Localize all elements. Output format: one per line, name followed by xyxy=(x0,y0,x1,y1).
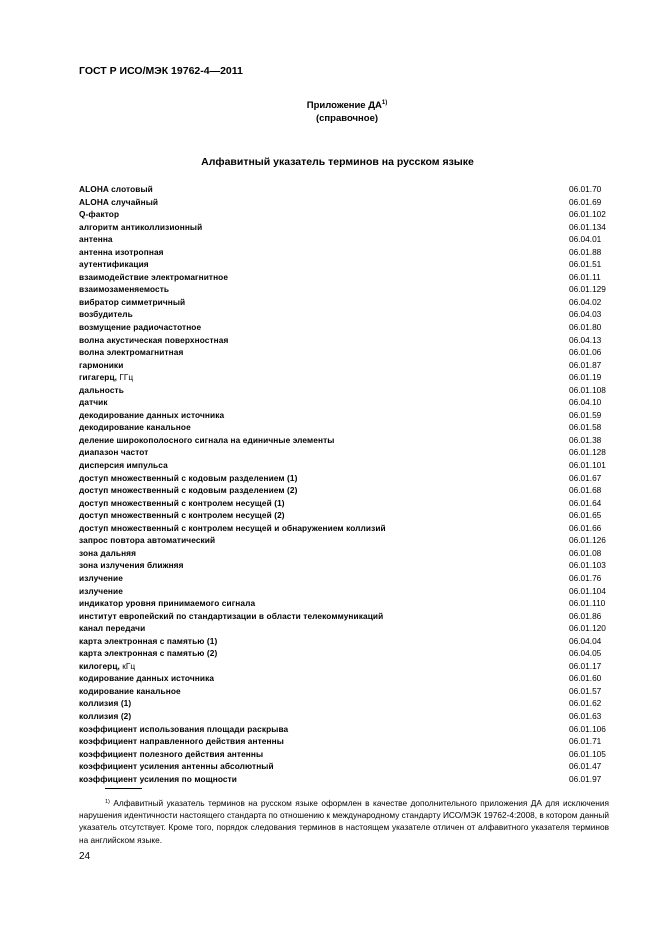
entry-code: 06.01.67 xyxy=(569,472,602,483)
index-entry xyxy=(79,572,609,585)
entry-code: 06.01.47 xyxy=(569,761,602,772)
entry-code: 06.04.04 xyxy=(569,635,602,646)
annex-title: Приложение ДА xyxy=(306,100,382,111)
index-entry xyxy=(79,697,609,710)
entry-code: 06.04.02 xyxy=(569,296,602,307)
entry-unit: ГГц xyxy=(119,372,134,383)
index-entry xyxy=(79,760,609,773)
index-entry xyxy=(79,321,609,334)
term-index-list xyxy=(79,183,609,785)
entry-term: институт европейский по стандартизации в области телекоммуникаций xyxy=(79,610,384,621)
index-entry xyxy=(79,258,609,271)
entry-code: 06.01.59 xyxy=(569,409,602,420)
entry-code: 06.01.86 xyxy=(569,610,602,621)
index-entry xyxy=(79,559,609,572)
entry-code: 06.01.70 xyxy=(569,184,602,194)
footnote-mark: 1) xyxy=(105,799,110,805)
index-entry xyxy=(79,283,609,296)
entry-code: 06.04.10 xyxy=(569,397,602,408)
entry-code: 06.01.104 xyxy=(569,585,606,596)
entry-code: 06.01.106 xyxy=(569,723,606,734)
index-entry xyxy=(79,635,609,648)
entry-term: декодирование данных источника xyxy=(79,409,225,420)
entry-term: датчик xyxy=(79,397,108,408)
entry-term: дисперсия импульса xyxy=(79,460,168,471)
entry-term: излучение xyxy=(79,572,123,583)
entry-code: 06.01.80 xyxy=(569,322,602,333)
entry-unit: кГц xyxy=(122,660,136,671)
entry-code: 06.01.62 xyxy=(569,698,602,709)
entry-term: коэффициент полезного действия антенны xyxy=(79,748,264,759)
index-entry xyxy=(79,710,609,723)
index-entry xyxy=(79,484,609,497)
index-entry xyxy=(79,660,609,673)
entry-code: 06.01.57 xyxy=(569,685,602,696)
entry-code: 06.01.87 xyxy=(569,359,602,370)
entry-term: зона дальняя xyxy=(79,547,137,558)
entry-term: доступ множественный с кодовым разделением (1) xyxy=(79,472,298,483)
entry-code: 06.01.101 xyxy=(569,460,606,471)
entry-term: излучение xyxy=(79,585,123,596)
index-entry xyxy=(79,233,609,246)
index-entry xyxy=(79,396,609,409)
index-entry xyxy=(79,597,609,610)
annex-subtitle: (справочное) xyxy=(315,113,379,124)
index-entry xyxy=(79,346,609,359)
entry-term: доступ множественный с контролем несущей (2) xyxy=(79,510,285,521)
entry-code: 06.01.60 xyxy=(569,673,602,684)
entry-term: кодирование канальное xyxy=(79,685,181,696)
index-entry xyxy=(79,446,609,459)
annex-footnote-mark: 1) xyxy=(381,100,388,106)
entry-term: доступ множественный с контролем несущей и обнаружением коллизий xyxy=(79,522,386,533)
page-number: 24 xyxy=(79,851,91,862)
entry-term: ALOHA слотовый xyxy=(79,184,153,194)
entry-code: 06.01.65 xyxy=(569,510,602,521)
index-entry xyxy=(79,622,609,635)
entry-term: деление широкополосного сигнала на единичные элементы xyxy=(79,434,335,445)
entry-term: зона излучения ближняя xyxy=(79,560,184,571)
index-entry xyxy=(79,723,609,736)
index-entry xyxy=(79,472,609,485)
index-entry xyxy=(79,183,609,196)
entry-term: гармоники xyxy=(79,359,124,370)
entry-code: 06.04.03 xyxy=(569,309,602,320)
entry-term: антенна xyxy=(79,234,113,245)
index-entry xyxy=(79,534,609,547)
entry-term: коэффициент усиления антенны абсолютный xyxy=(79,761,274,772)
index-entry xyxy=(79,735,609,748)
entry-term: алгоритм антиколлизионный xyxy=(79,221,203,232)
entry-code: 06.01.134 xyxy=(569,221,606,232)
footnote-text: Алфавитный указатель терминов на русском языке оформлен в качестве дополнительного приложения ДА для исключения нарушения идентичности настоящего стандарта по отношению к международному стандарту ИСО/МЭК 19762-4:2008, в котором данный указатель отсутствует. Кроме того, порядок следования терминов в настоящем указателе отличен от алфавитного указателя терминов на английском языке. xyxy=(79,798,610,845)
index-entry xyxy=(79,459,609,472)
entry-term: волна акустическая поверхностная xyxy=(79,334,229,345)
index-entry xyxy=(79,208,609,221)
index-entry xyxy=(79,296,609,309)
annex-heading xyxy=(0,97,661,125)
entry-code: 06.01.08 xyxy=(569,547,602,558)
entry-code: 06.01.105 xyxy=(569,748,606,759)
entry-term: коллизия (1) xyxy=(79,698,132,709)
entry-code: 06.04.01 xyxy=(569,234,602,245)
entry-code: 06.01.58 xyxy=(569,422,602,433)
entry-term: коэффициент усиления по мощности xyxy=(79,773,237,784)
entry-code: 06.01.51 xyxy=(569,259,602,270)
entry-term: антенна изотропная xyxy=(79,246,164,257)
entry-term: взаимозаменяемость xyxy=(79,284,170,295)
entry-term: гигагерц, xyxy=(79,372,118,383)
entry-term: карта электронная с памятью (1) xyxy=(79,635,218,646)
entry-code: 06.01.71 xyxy=(569,736,602,747)
entry-term: запрос повтора автоматический xyxy=(79,535,216,546)
entry-code: 06.01.126 xyxy=(569,535,606,546)
entry-term: волна электромагнитная xyxy=(79,347,184,358)
entry-code: 06.01.19 xyxy=(569,372,602,383)
index-entry xyxy=(79,585,609,598)
entry-term: возбудитель xyxy=(79,309,133,320)
index-entry xyxy=(79,685,609,698)
index-entry xyxy=(79,434,609,447)
entry-term: декодирование канальное xyxy=(79,422,191,433)
entry-term: доступ множественный с контролем несущей (1) xyxy=(79,497,285,508)
footnote xyxy=(79,796,609,846)
entry-term: индикатор уровня принимаемого сигнала xyxy=(79,598,256,609)
entry-term: килогерц, xyxy=(79,660,120,671)
entry-term: карта электронная с памятью (2) xyxy=(79,648,218,659)
entry-code: 06.01.63 xyxy=(569,710,602,721)
index-entry xyxy=(79,773,609,786)
index-entry xyxy=(79,522,609,535)
index-entry xyxy=(79,221,609,234)
entry-term: канал передачи xyxy=(79,623,146,634)
entry-code: 06.01.69 xyxy=(569,196,602,207)
index-entry xyxy=(79,748,609,761)
entry-code: 06.01.102 xyxy=(569,209,606,220)
entry-code: 06.01.88 xyxy=(569,246,602,257)
footnote-divider xyxy=(105,788,142,789)
entry-code: 06.01.103 xyxy=(569,560,606,571)
index-entry xyxy=(79,647,609,660)
index-entry xyxy=(79,359,609,372)
index-entry xyxy=(79,384,609,397)
entry-term: аутентификация xyxy=(79,259,149,270)
entry-code: 06.01.64 xyxy=(569,497,602,508)
entry-term: вибратор симметричный xyxy=(79,296,186,307)
entry-code: 06.01.76 xyxy=(569,572,602,583)
entry-code: 06.01.128 xyxy=(569,447,606,458)
entry-code: 06.04.05 xyxy=(569,648,602,659)
entry-term: коэффициент направленного действия антенны xyxy=(79,736,284,747)
index-entry xyxy=(79,610,609,623)
index-entry xyxy=(79,409,609,422)
index-entry xyxy=(79,334,609,347)
entry-code: 06.01.110 xyxy=(569,598,606,609)
index-entry xyxy=(79,672,609,685)
entry-code: 06.01.11 xyxy=(569,271,601,282)
entry-term: доступ множественный с кодовым разделением (2) xyxy=(79,485,298,496)
index-entry xyxy=(79,421,609,434)
entry-term: Q-фактор xyxy=(79,209,120,220)
entry-code: 06.01.108 xyxy=(569,384,606,395)
index-entry xyxy=(79,547,609,560)
index-entry xyxy=(79,371,609,384)
index-entry xyxy=(79,271,609,284)
entry-term: диапазон частот xyxy=(79,447,149,458)
entry-code: 06.04.13 xyxy=(569,334,602,345)
entry-term: возмущение радиочастотное xyxy=(79,322,202,333)
document-code: ГОСТ Р ИСО/МЭК 19762-4—2011 xyxy=(79,65,243,77)
index-title: Алфавитный указатель терминов на русском языке xyxy=(201,156,474,168)
entry-term: ALOHA случайный xyxy=(79,196,159,207)
entry-code: 06.01.38 xyxy=(569,434,602,445)
entry-term: коэффициент использования площади раскрыва xyxy=(79,723,289,734)
entry-code: 06.01.68 xyxy=(569,485,602,496)
index-entry xyxy=(79,246,609,259)
index-entry xyxy=(79,308,609,321)
entry-code: 06.01.97 xyxy=(569,773,602,784)
entry-term: кодирование данных источника xyxy=(79,673,215,684)
entry-code: 06.01.129 xyxy=(569,284,606,295)
entry-code: 06.01.120 xyxy=(569,623,606,634)
entry-code: 06.01.06 xyxy=(569,347,602,358)
index-entry xyxy=(79,509,609,522)
entry-code: 06.01.17 xyxy=(569,660,602,671)
entry-term: коллизия (2) xyxy=(79,710,132,721)
entry-term: взаимодействие электромагнитное xyxy=(79,271,229,282)
entry-term: дальность xyxy=(79,384,124,395)
index-entry xyxy=(79,196,609,209)
entry-code: 06.01.66 xyxy=(569,522,602,533)
index-entry xyxy=(79,497,609,510)
